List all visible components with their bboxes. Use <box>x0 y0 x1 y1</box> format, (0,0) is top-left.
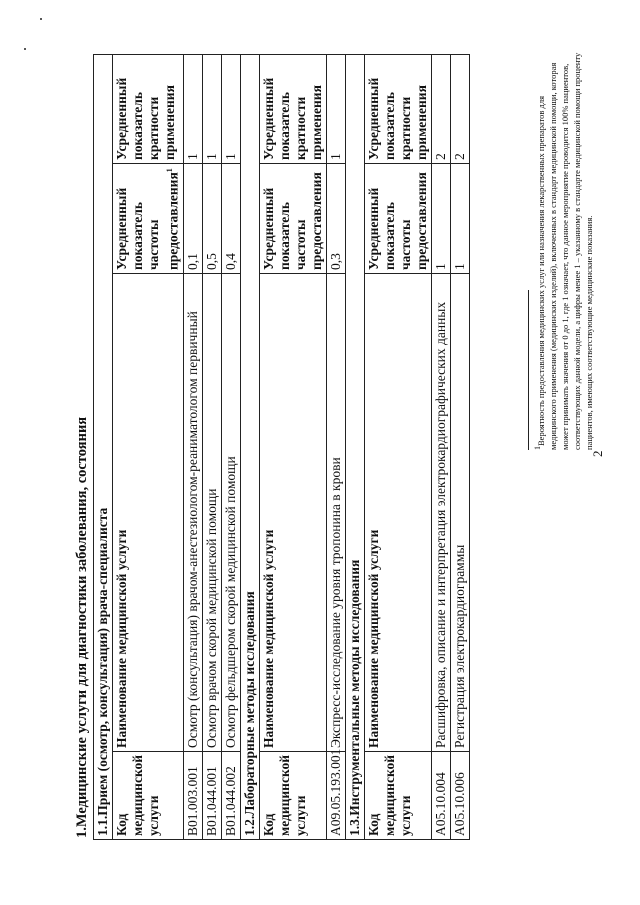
table-header <box>113 54 184 839</box>
col-multiplicity: Усредненный показатель кратности применения <box>113 54 184 163</box>
table-header: Код медицинской услуги Наименование медицинской услуги Усредненный показатель частоты предоставления Усредненный показатель кратности применения <box>259 54 326 839</box>
table-row: A09.05.193.001 Экспресс-исследование уровня тропонина в крови 0,3 1 <box>326 54 345 839</box>
table-row: B01.044.001 Осмотр врачом скорой медицинской помощи 0,5 1 <box>202 54 221 839</box>
section-title: 1.3.Инструментальные методы исследования <box>345 54 364 839</box>
col-frequency: Усредненный показатель частоты предоставления$^1$ <box>113 164 184 274</box>
section-title: 1.1.Прием (осмотр, консультация) врача-специалиста <box>94 54 113 839</box>
document-body <box>74 55 470 840</box>
footnote-rule <box>528 290 529 450</box>
col-name: Наименование медицинской услуги <box>113 274 184 752</box>
table-header: Код медицинской услуги Наименование медицинской услуги Усредненный показатель частоты предоставления Усредненный показатель кратности применения <box>364 54 431 839</box>
col-code: Код медицинской услуги <box>113 752 184 840</box>
main-title: 1.Медицинские услуги для диагностики заболевания, состояния <box>74 416 90 838</box>
table-row: A05.10.006 Регистрация электрокардиограммы 1 2 <box>450 54 469 839</box>
services-table <box>93 54 470 840</box>
section-title: 1.2.Лабораторные методы исследования <box>240 54 259 839</box>
page-number: 2 <box>590 450 605 457</box>
table-row: B01.044.002 Осмотр фельдшером скорой медицинской помощи 0,4 1 <box>221 54 240 839</box>
footnote: $^1$Вероятность предоставления медицинских услуг или назначения лекарственных препаратов для медицинского применения (медицинских изделий), включенных в стандарт медицинской помощи, которая может принимать значения от 0 до 1, где 1 означает, что данное мероприятие проводится 100% пациентов, соответствующих данной модели, а цифры менее 1 – указанному в стандарте медицинской помощи проценту пациентов, имеющих соответствующие медицинские показания. <box>533 52 594 450</box>
table-row: A05.10.004 Расшифровка, описание и интерпретация электрокардиографических данных 1 2 <box>431 54 450 839</box>
table-row: B01.003.001 Осмотр (консультация) врачом-анестезиологом-реаниматологом первичный 0,1 1 <box>183 54 202 839</box>
